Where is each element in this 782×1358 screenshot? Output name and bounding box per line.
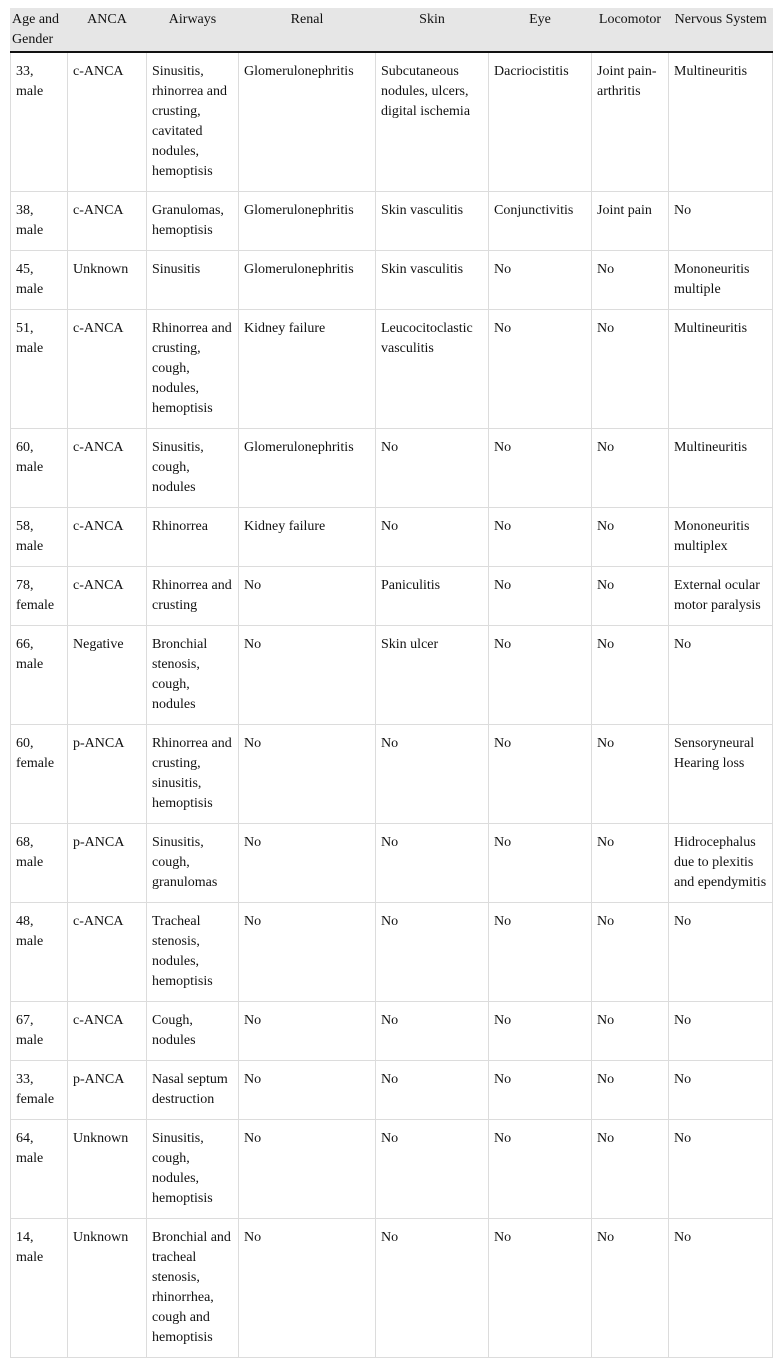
cell-anca: Unknown bbox=[68, 251, 147, 310]
cell-age-gender: 14, male bbox=[11, 1219, 68, 1358]
header-locomotor: Locomotor bbox=[592, 8, 669, 52]
cell-eye: No bbox=[489, 429, 592, 508]
header-renal: Renal bbox=[239, 8, 376, 52]
cell-renal: No bbox=[239, 1061, 376, 1120]
cell-locomotor: Joint pain bbox=[592, 192, 669, 251]
cell-renal: Kidney failure bbox=[239, 508, 376, 567]
cell-anca: p-ANCA bbox=[68, 725, 147, 824]
cell-age-gender: 64, male bbox=[11, 1120, 68, 1219]
cell-nervous-system: No bbox=[669, 1061, 773, 1120]
cell-airways: Rhinorrea and crusting, cough, nodules, hemoptisis bbox=[147, 310, 239, 429]
header-skin: Skin bbox=[376, 8, 489, 52]
header-nervous-system: Nervous System bbox=[669, 8, 773, 52]
cell-age-gender: 48, male bbox=[11, 903, 68, 1002]
cell-airways: Sinusitis, cough, nodules bbox=[147, 429, 239, 508]
header-eye: Eye bbox=[489, 8, 592, 52]
cell-skin: No bbox=[376, 508, 489, 567]
cell-age-gender: 60, male bbox=[11, 429, 68, 508]
cell-eye: No bbox=[489, 1002, 592, 1061]
cell-skin: Skin vasculitis bbox=[376, 192, 489, 251]
cell-airways: Sinusitis, rhinorrea and crusting, cavitated nodules, hemoptisis bbox=[147, 52, 239, 192]
cell-nervous-system: Sensoryneural Hearing loss bbox=[669, 725, 773, 824]
cell-age-gender: 66, male bbox=[11, 626, 68, 725]
table-row bbox=[11, 725, 773, 824]
cell-eye: No bbox=[489, 626, 592, 725]
cell-airways: Bronchial and tracheal stenosis, rhinorrhea, cough and hemoptisis bbox=[147, 1219, 239, 1358]
cell-skin: No bbox=[376, 903, 489, 1002]
table-row bbox=[11, 310, 773, 429]
cell-eye: No bbox=[489, 567, 592, 626]
cell-locomotor: No bbox=[592, 725, 669, 824]
cell-nervous-system: Mononeuritis multiplex bbox=[669, 508, 773, 567]
cell-locomotor: No bbox=[592, 567, 669, 626]
cell-renal: No bbox=[239, 824, 376, 903]
cell-eye: No bbox=[489, 725, 592, 824]
cell-anca: c-ANCA bbox=[68, 310, 147, 429]
cell-eye: No bbox=[489, 903, 592, 1002]
cell-renal: Glomerulonephritis bbox=[239, 52, 376, 192]
cell-locomotor: No bbox=[592, 429, 669, 508]
header-anca: ANCA bbox=[68, 8, 147, 52]
cell-eye: No bbox=[489, 1061, 592, 1120]
cell-locomotor: No bbox=[592, 310, 669, 429]
cell-anca: c-ANCA bbox=[68, 192, 147, 251]
cell-anca: Negative bbox=[68, 626, 147, 725]
cell-eye: No bbox=[489, 508, 592, 567]
cell-anca: Unknown bbox=[68, 1120, 147, 1219]
cell-nervous-system: No bbox=[669, 1120, 773, 1219]
cell-airways: Rhinorrea and crusting bbox=[147, 567, 239, 626]
table-row bbox=[11, 508, 773, 567]
cell-age-gender: 33, male bbox=[11, 52, 68, 192]
cell-nervous-system: Multineuritis bbox=[669, 310, 773, 429]
table-row bbox=[11, 1061, 773, 1120]
cell-nervous-system: No bbox=[669, 903, 773, 1002]
cell-skin: No bbox=[376, 1120, 489, 1219]
table-row bbox=[11, 626, 773, 725]
cell-airways: Tracheal stenosis, nodules, hemoptisis bbox=[147, 903, 239, 1002]
cell-locomotor: No bbox=[592, 251, 669, 310]
cell-skin: No bbox=[376, 725, 489, 824]
cell-renal: Glomerulonephritis bbox=[239, 192, 376, 251]
cell-anca: c-ANCA bbox=[68, 52, 147, 192]
cell-eye: No bbox=[489, 824, 592, 903]
cell-skin: Skin ulcer bbox=[376, 626, 489, 725]
cell-renal: No bbox=[239, 903, 376, 1002]
table-body bbox=[11, 52, 773, 1358]
cell-skin: No bbox=[376, 429, 489, 508]
cell-nervous-system: Mononeuritis multiple bbox=[669, 251, 773, 310]
cell-airways: Sinusitis, cough, nodules, hemoptisis bbox=[147, 1120, 239, 1219]
cell-anca: c-ANCA bbox=[68, 903, 147, 1002]
cell-skin: No bbox=[376, 1002, 489, 1061]
cell-airways: Cough, nodules bbox=[147, 1002, 239, 1061]
cell-anca: c-ANCA bbox=[68, 1002, 147, 1061]
cell-nervous-system: Multineuritis bbox=[669, 429, 773, 508]
cell-skin: Subcutaneous nodules, ulcers, digital ischemia bbox=[376, 52, 489, 192]
cell-age-gender: 58, male bbox=[11, 508, 68, 567]
table-row bbox=[11, 429, 773, 508]
table-header-row bbox=[11, 8, 773, 52]
cell-renal: No bbox=[239, 1120, 376, 1219]
cell-nervous-system: No bbox=[669, 192, 773, 251]
header-age-gender: Age and Gender bbox=[11, 8, 68, 52]
cell-anca: c-ANCA bbox=[68, 429, 147, 508]
cell-age-gender: 38, male bbox=[11, 192, 68, 251]
table-row bbox=[11, 1120, 773, 1219]
cell-nervous-system: Multineuritis bbox=[669, 52, 773, 192]
cell-locomotor: No bbox=[592, 1120, 669, 1219]
cell-skin: Skin vasculitis bbox=[376, 251, 489, 310]
cell-skin: No bbox=[376, 1219, 489, 1358]
table-row bbox=[11, 1219, 773, 1358]
table-row bbox=[11, 251, 773, 310]
cell-anca: c-ANCA bbox=[68, 567, 147, 626]
cell-renal: No bbox=[239, 567, 376, 626]
cell-airways: Bronchial stenosis, cough, nodules bbox=[147, 626, 239, 725]
cell-renal: No bbox=[239, 1219, 376, 1358]
table-row bbox=[11, 192, 773, 251]
cell-age-gender: 51, male bbox=[11, 310, 68, 429]
cell-anca: p-ANCA bbox=[68, 1061, 147, 1120]
cell-eye: No bbox=[489, 310, 592, 429]
cell-renal: No bbox=[239, 1002, 376, 1061]
cell-locomotor: No bbox=[592, 824, 669, 903]
cell-locomotor: No bbox=[592, 1061, 669, 1120]
cell-nervous-system: No bbox=[669, 1219, 773, 1358]
cell-locomotor: Joint pain-arthritis bbox=[592, 52, 669, 192]
cell-locomotor: No bbox=[592, 903, 669, 1002]
table-row bbox=[11, 567, 773, 626]
cell-renal: No bbox=[239, 725, 376, 824]
cell-airways: Sinusitis, cough, granulomas bbox=[147, 824, 239, 903]
cell-skin: No bbox=[376, 824, 489, 903]
cell-age-gender: 78, female bbox=[11, 567, 68, 626]
cell-skin: Leucocitoclastic vasculitis bbox=[376, 310, 489, 429]
cell-locomotor: No bbox=[592, 1219, 669, 1358]
cell-airways: Rhinorrea and crusting, sinusitis, hemoptisis bbox=[147, 725, 239, 824]
cell-age-gender: 68, male bbox=[11, 824, 68, 903]
cell-age-gender: 60, female bbox=[11, 725, 68, 824]
cell-airways: Nasal septum destruction bbox=[147, 1061, 239, 1120]
cell-age-gender: 33, female bbox=[11, 1061, 68, 1120]
table-row bbox=[11, 824, 773, 903]
cell-renal: No bbox=[239, 626, 376, 725]
table-row bbox=[11, 1002, 773, 1061]
cell-locomotor: No bbox=[592, 626, 669, 725]
cell-eye: No bbox=[489, 1219, 592, 1358]
cell-nervous-system: No bbox=[669, 626, 773, 725]
cell-nervous-system: No bbox=[669, 1002, 773, 1061]
cell-eye: Dacriocistitis bbox=[489, 52, 592, 192]
cell-anca: c-ANCA bbox=[68, 508, 147, 567]
table-row bbox=[11, 52, 773, 192]
cell-age-gender: 67, male bbox=[11, 1002, 68, 1061]
cell-age-gender: 45, male bbox=[11, 251, 68, 310]
cell-airways: Rhinorrea bbox=[147, 508, 239, 567]
cell-anca: p-ANCA bbox=[68, 824, 147, 903]
table-row bbox=[11, 903, 773, 1002]
cell-skin: Paniculitis bbox=[376, 567, 489, 626]
cell-airways: Sinusitis bbox=[147, 251, 239, 310]
header-airways: Airways bbox=[147, 8, 239, 52]
patient-manifestations-table bbox=[10, 8, 773, 1358]
cell-nervous-system: External ocular motor paralysis bbox=[669, 567, 773, 626]
cell-airways: Granulomas, hemoptisis bbox=[147, 192, 239, 251]
cell-skin: No bbox=[376, 1061, 489, 1120]
cell-eye: No bbox=[489, 1120, 592, 1219]
cell-eye: Conjunctivitis bbox=[489, 192, 592, 251]
cell-locomotor: No bbox=[592, 508, 669, 567]
cell-nervous-system: Hidrocephalus due to plexitis and ependymitis bbox=[669, 824, 773, 903]
cell-locomotor: No bbox=[592, 1002, 669, 1061]
cell-renal: Glomerulonephritis bbox=[239, 429, 376, 508]
table-container bbox=[10, 8, 772, 1358]
cell-renal: Glomerulonephritis bbox=[239, 251, 376, 310]
cell-renal: Kidney failure bbox=[239, 310, 376, 429]
cell-eye: No bbox=[489, 251, 592, 310]
cell-anca: Unknown bbox=[68, 1219, 147, 1358]
